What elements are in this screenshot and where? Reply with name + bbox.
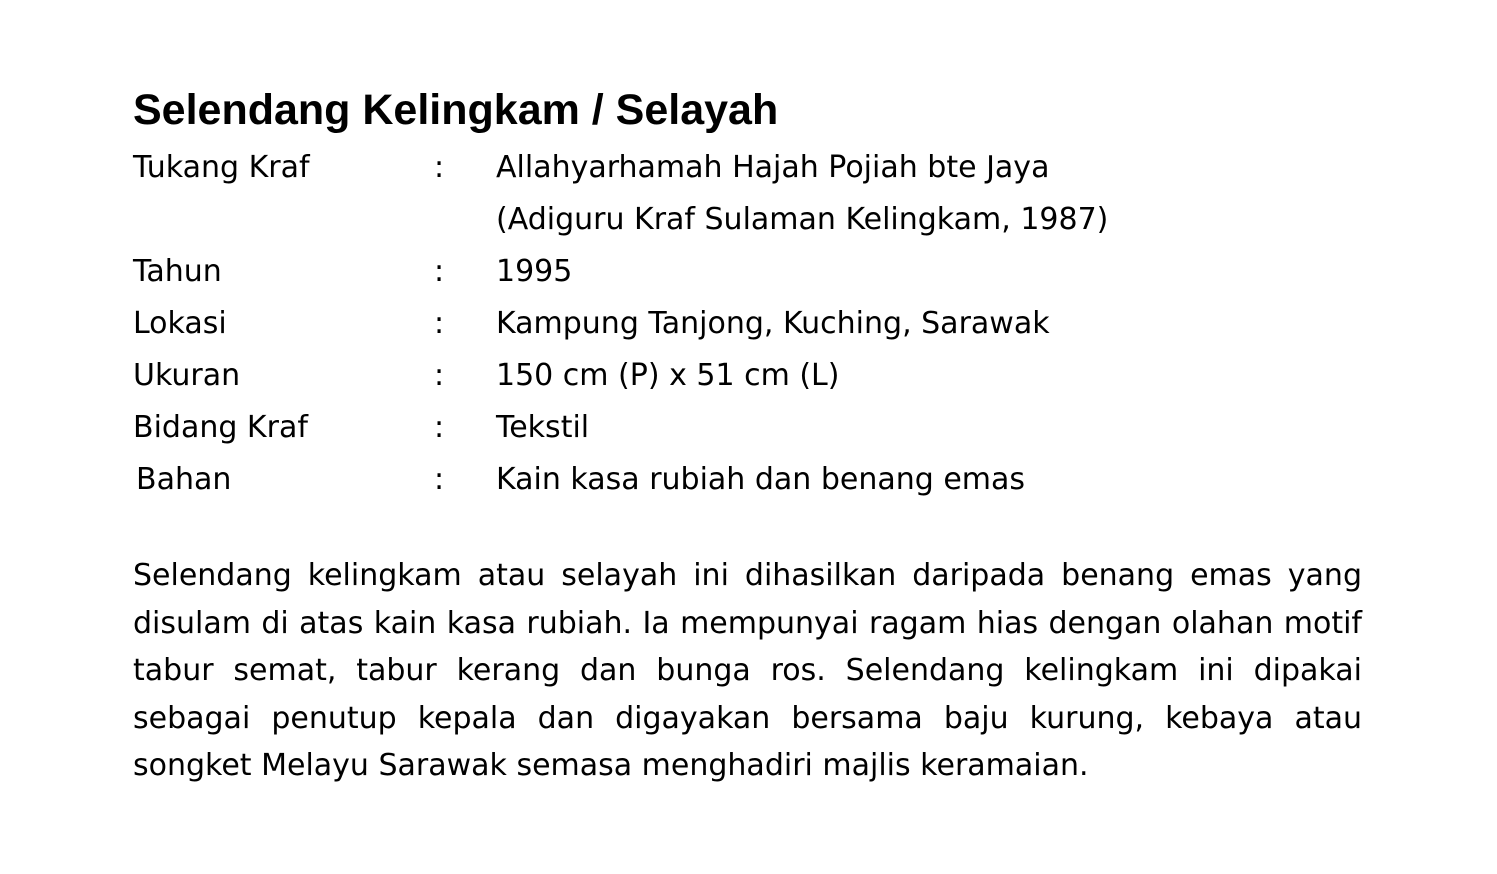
detail-value: (Adiguru Kraf Sulaman Kelingkam, 1987)	[496, 202, 1109, 237]
detail-value: Kain kasa rubiah dan benang emas	[496, 462, 1026, 497]
detail-value: Allahyarhamah Hajah Pojiah bte Jaya	[496, 150, 1050, 185]
detail-label: Tukang Kraf	[133, 150, 310, 185]
detail-row-size	[133, 350, 1233, 402]
detail-label: Tahun	[133, 254, 222, 289]
detail-colon: :	[434, 306, 445, 341]
detail-colon	[434, 194, 496, 246]
detail-label	[133, 194, 434, 246]
detail-row-material	[133, 454, 1233, 506]
detail-label: Lokasi	[133, 306, 227, 341]
detail-label: Ukuran	[133, 358, 241, 393]
detail-colon: :	[434, 358, 445, 393]
detail-row-craftsman-title	[133, 194, 1233, 246]
page-title: Selendang Kelingkam / Selayah	[133, 86, 779, 134]
detail-value: Tekstil	[496, 410, 590, 445]
detail-row-craft-field	[133, 402, 1233, 454]
detail-colon: :	[434, 410, 445, 445]
detail-value: 1995	[496, 254, 573, 289]
description-paragraph: Selendang kelingkam atau selayah ini dihasilkan daripada benang emas yang disulam di atas kain kasa rubiah. Ia mempunyai ragam hias dengan olahan motif tabur semat, tabur kerang dan bunga ros. Selendang kelingkam ini dipakai sebagai penutup kepala dan digayakan bersama baju kurung, kebaya atau songket Melayu Sarawak semasa menghadiri majlis keramaian.	[133, 558, 1362, 783]
detail-value: Kampung Tanjong, Kuching, Sarawak	[496, 306, 1050, 341]
detail-label: Bidang Kraf	[133, 410, 308, 445]
detail-label: Bahan	[136, 462, 232, 497]
detail-row-location	[133, 298, 1233, 350]
detail-colon: :	[434, 254, 445, 289]
detail-row-year	[133, 246, 1233, 298]
details-list	[133, 142, 1233, 506]
detail-value: 150 cm (P) x 51 cm (L)	[496, 358, 840, 393]
detail-colon: :	[434, 150, 445, 185]
detail-row-craftsman	[133, 142, 1233, 194]
detail-colon: :	[434, 462, 445, 497]
